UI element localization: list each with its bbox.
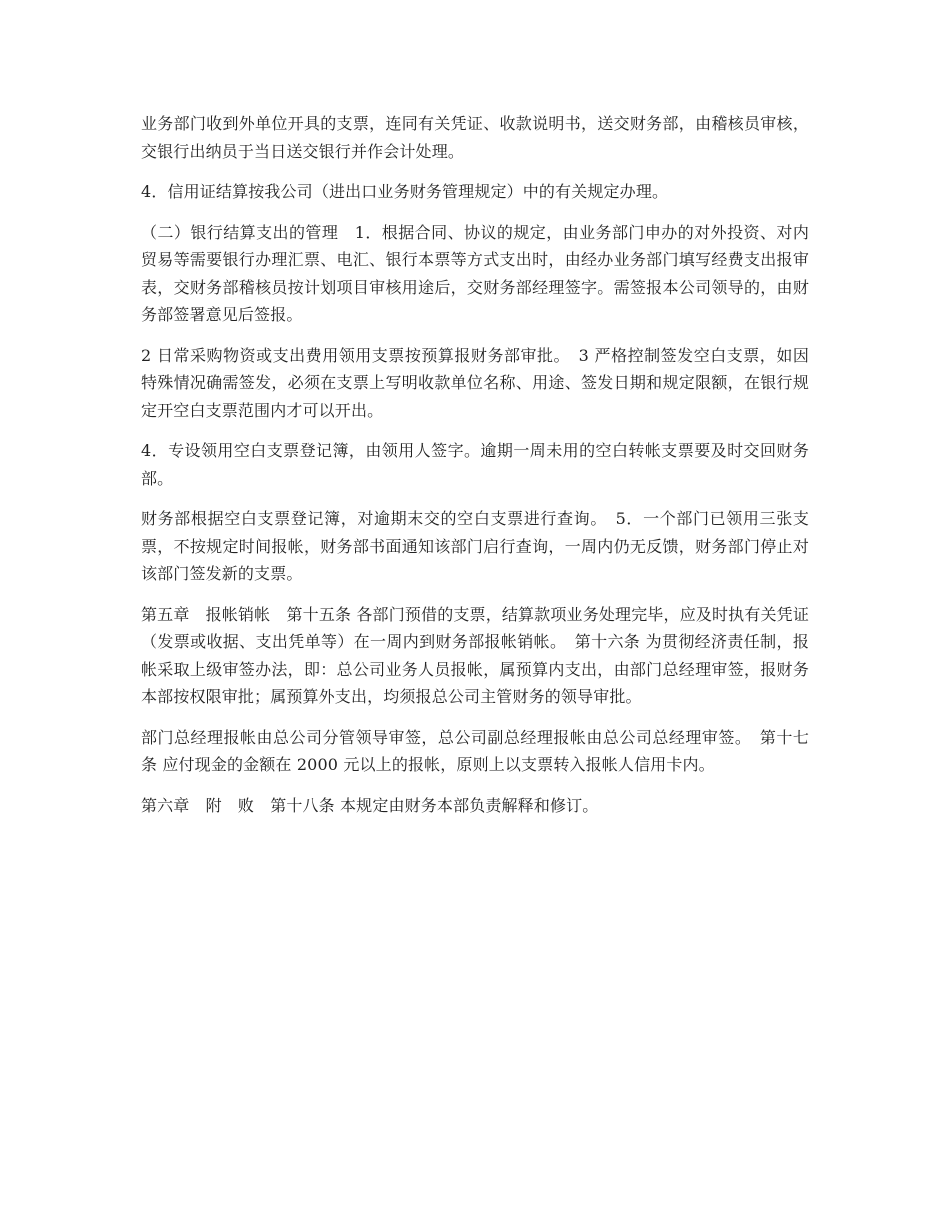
paragraph-letter-of-credit: 4．信用证结算按我公司（进出口业务财务管理规定）中的有关规定办理。 xyxy=(141,182,669,201)
paragraph-blank-check-control: 2 日常采购物资或支出费用领用支票按预算报财务部审批。 3 严格控制签发空白支票，如因特殊情况确需签发，必须在支票上写明收款单位名称、用途、签发日期和规定限额，在银行规定开空白支票范围内才可以开出。 xyxy=(141,345,809,420)
paragraph-chapter-six-appendix: 第六章 附 败 第十八条 本规定由财务本部负责解释和修订。 xyxy=(141,795,599,815)
paragraph-blank-check-register: 4．专设领用空白支票登记簿，由领用人签字。逾期一周未用的空白转帐支票要及时交回财务部。 xyxy=(141,441,809,488)
paragraph-manager-reimbursement: 部门总经理报帐由总公司分管领导审签，总公司副总经理报帐由总公司总经理审签。 第十七条 应付现金的金额在 2000 元以上的报帐，原则上以支票转入报帐人信用卡内。 xyxy=(141,727,809,774)
paragraph-bank-payment-management: （二）银行结算支出的管理 1．根据合同、协议的规定，由业务部门申办的对外投资、对内贸易等需要银行办理汇票、电汇、银行本票等方式支出时，由经办业务部门填写经费支出报审表，交财务部稽核员按计划项目审核用途后，交财务部经理签字。需签报本公司领导的，由财务部签署意见后签报。 xyxy=(141,222,809,324)
paragraph-overdue-check-inquiry: 财务部根据空白支票登记簿，对逾期末交的空白支票进行查询。 5．一个部门已领用三张支票，不按规定时间报帐，财务部书面通知该部门启行查询，一周内仍无反馈，财务部门停止对该部门签发新的支票。 xyxy=(141,509,809,583)
paragraph-check-receipt: 业务部门收到外单位开具的支票，连同有关凭证、收款说明书，送交财务部，由稽核员审核，交银行出纳员于当日送交银行并作会计处理。 xyxy=(141,114,809,161)
document-body xyxy=(141,110,809,832)
paragraph-chapter-five-reimbursement: 第五章 报帐销帐 第十五条 各部门预借的支票，结算款项业务处理完毕，应及时执有关凭证（发票或收据、支出凭单等）在一周内到财务部报帐销帐。 第十六条 为贯彻经济责任制，报帐采取上级审签办法，即：总公司业务人员报帐，属预算内支出，由部门总经理审签，报财务本部按权限审批；属预算外支出，均须报总公司主管财务的领导审批。 xyxy=(141,604,809,706)
